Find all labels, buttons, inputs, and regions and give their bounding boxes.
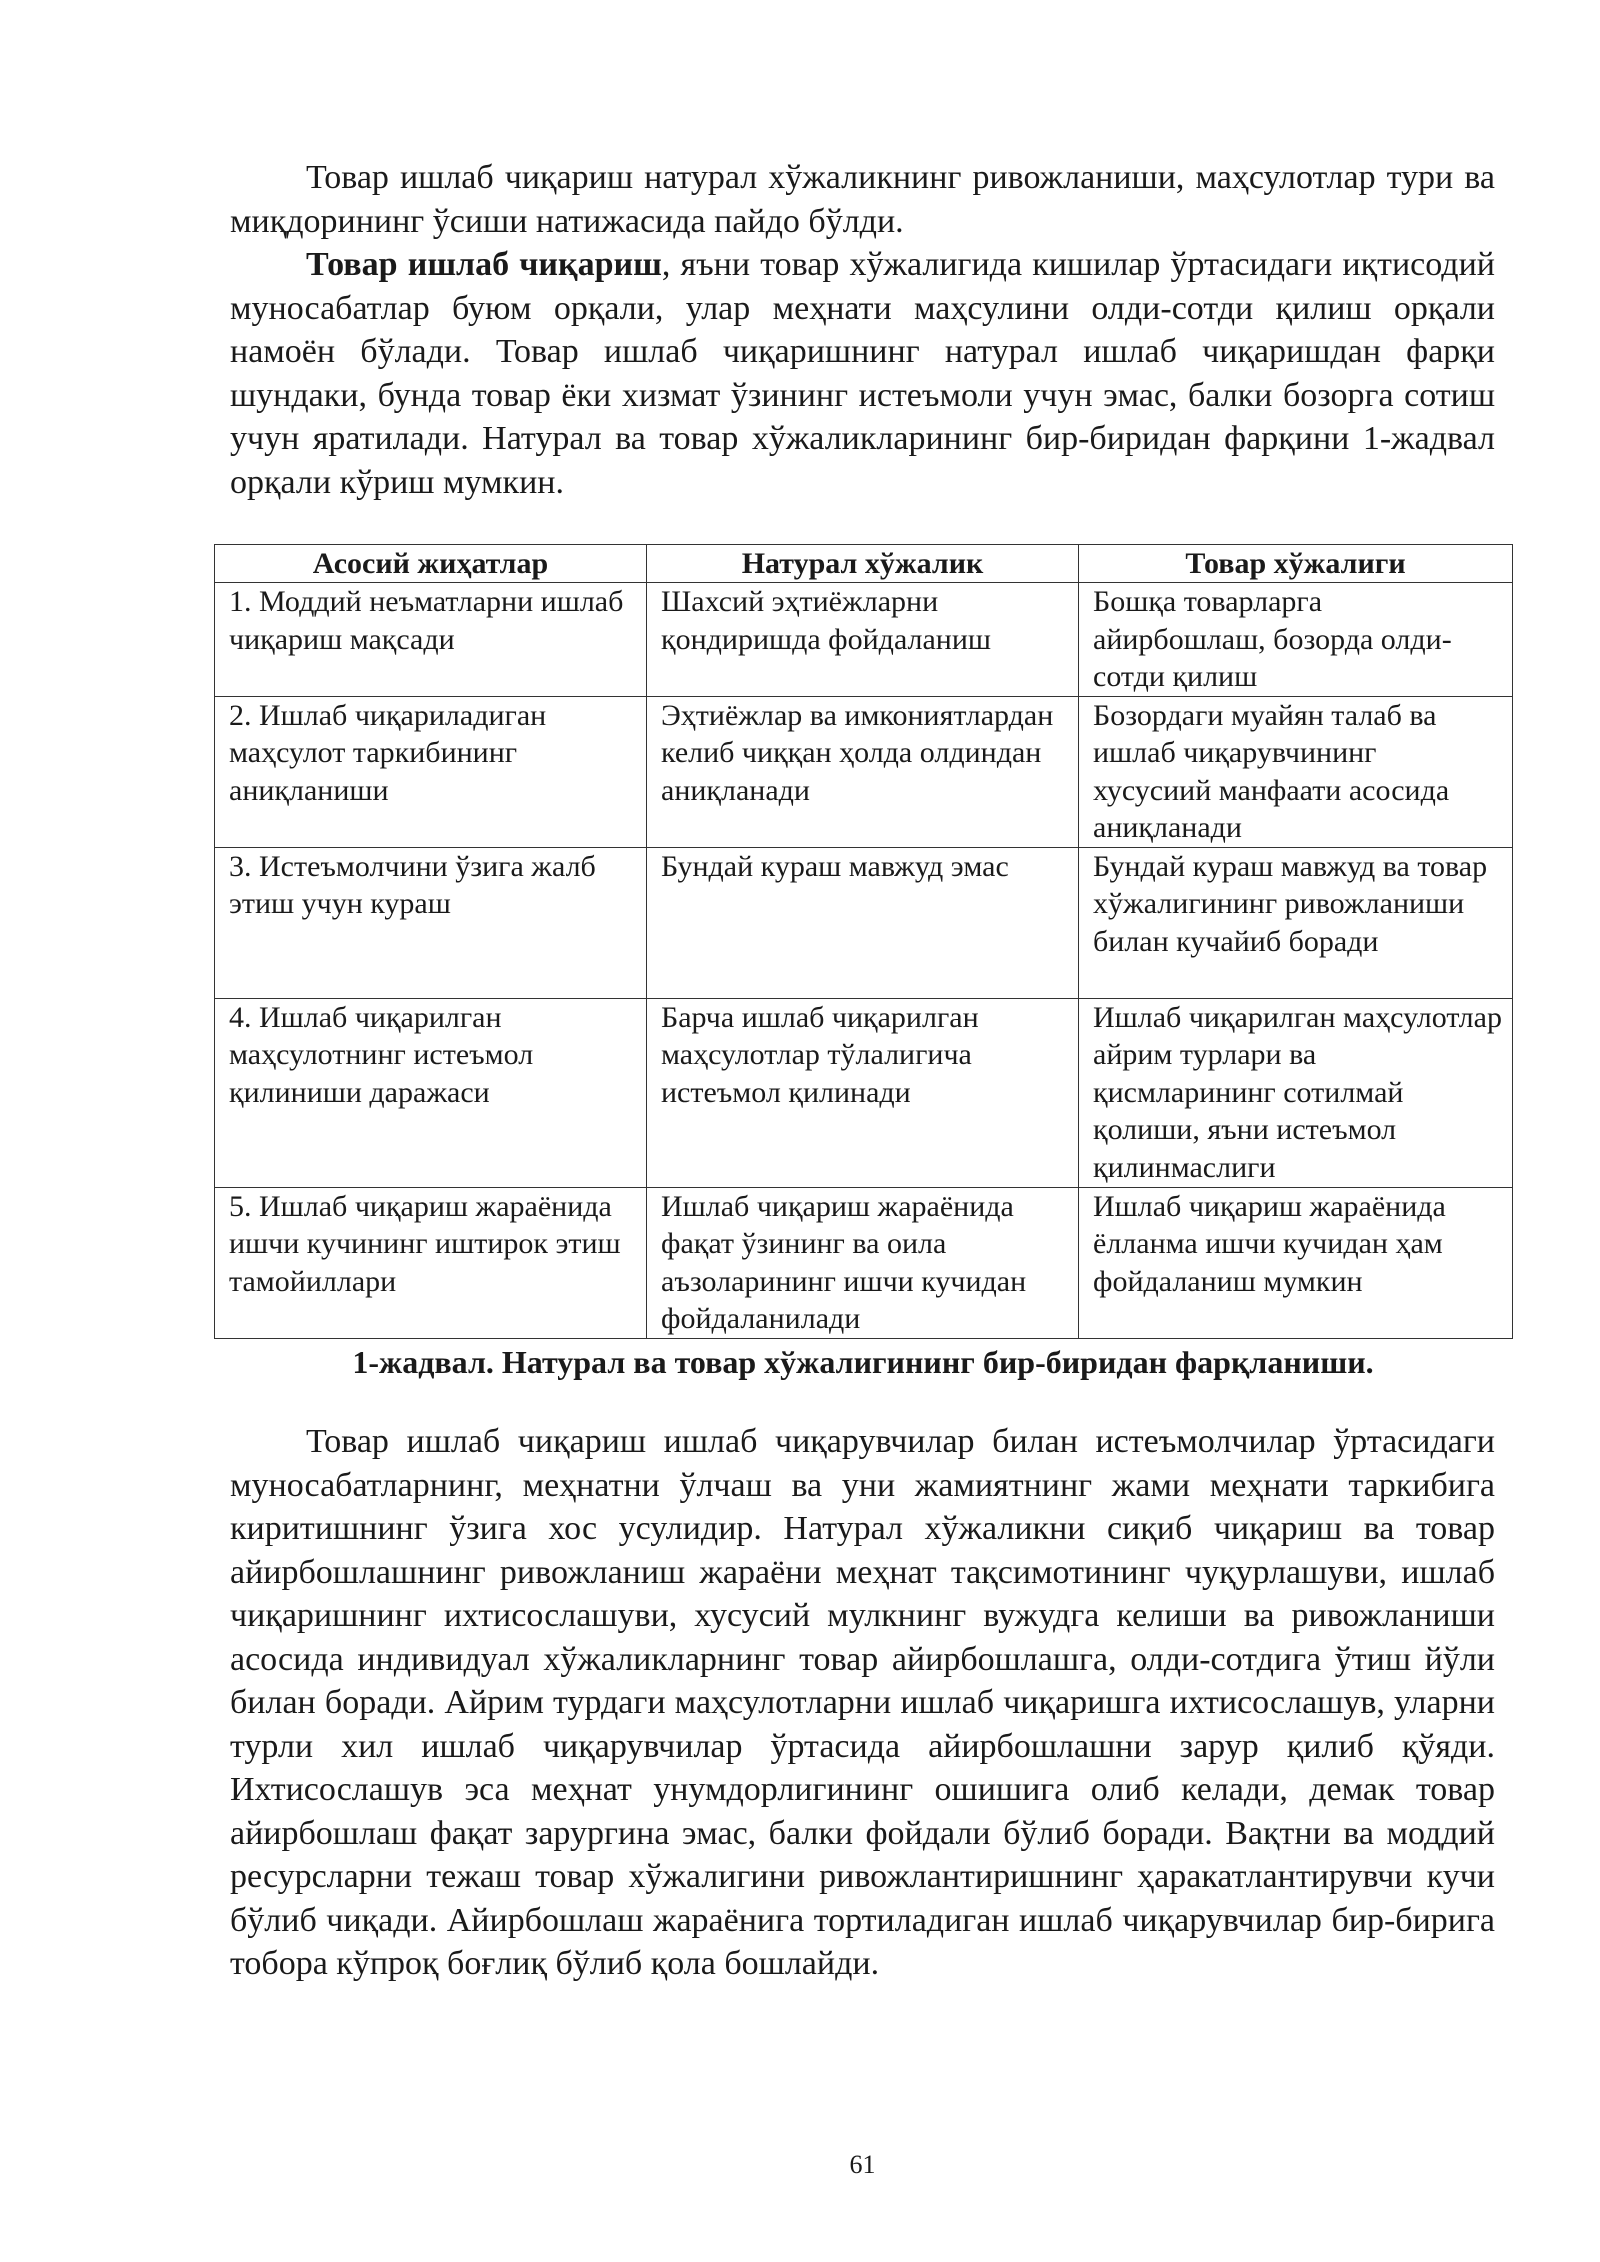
table-cell: Бошқа товарларга айирбошлаш, бозорда олди-сотди қилиш <box>1079 583 1513 697</box>
table-row <box>215 998 1513 1187</box>
header-aspects: Асосий жиҳатлар <box>215 545 647 583</box>
table-row <box>215 847 1513 998</box>
body-section <box>230 1420 1495 1986</box>
body-paragraph-3: Товар ишлаб чиқариш ишлаб чиқарувчилар билан истеъмолчилар ўртасидаги муносабатларнинг, меҳнатни ўлчаш ва уни жамиятнинг жами меҳнати таркибига киритишнинг ўзига хос усулидир. Натурал хўжаликни сиқиб чиқариш ва товар айирбошлашнинг ривожланиш жараёни меҳнат тақсимотининг чуқурлашуви, ишлаб чиқаришнинг ихтисослашуви, хусусий мулкнинг вужудга келиши ва ривожланиши асосида индивидуал хўжаликларнинг товар айирбошлашга, олди-сотдига ўтиш йўли билан боради. Айрим турдаги маҳсулотларни ишлаб чиқаришга ихтисослашув, уларни турли хил ишлаб чиқарувчилар ўртасида айирбошлашни зарур қилиб қўяди. Ихтисослашув эса меҳнат унумдорлигининг ошишига олиб келади, демак товар айирбошлаш фақат зарургина эмас, балки фойдали бўлиб боради. Вақтни ва моддий ресурсларни тежаш товар хўжалигини ривожлантиришнинг ҳаракатлантирувчи кучи бўлиб чиқади. Айирбошлаш жараёнига тортиладиган ишлаб чиқарувчилар бир-бирига тобора кўпроқ боғлиқ бўлиб қола бошлайди. <box>230 1423 1495 1982</box>
table-cell: 4. Ишлаб чиқарилган маҳсулотнинг истеъмол қилиниши даражаси <box>215 998 647 1187</box>
table-cell: Бозордаги муайян талаб ва ишлаб чиқарувчининг хусусиий манфаати асосида аниқланади <box>1079 696 1513 847</box>
comparison-table <box>214 544 1513 1339</box>
table-cell: Барча ишлаб чиқарилган маҳсулотлар тўлалигича истеъмол қилинади <box>647 998 1079 1187</box>
header-commodity-economy: Товар хўжалиги <box>1079 545 1513 583</box>
table-cell: Ишлаб чиқарилган маҳсулотлар айрим турлари ва қисмларининг сотилмай қолиши, яъни истеъмол қилинмаслиги <box>1079 998 1513 1187</box>
table-row <box>215 1187 1513 1338</box>
intro-paragraph-2 <box>230 243 1495 504</box>
table-cell: Бундай кураш мавжуд ва товар хўжалигининг ривожланиши билан кучайиб боради <box>1079 847 1513 998</box>
table-cell: Эҳтиёжлар ва имкониятлардан келиб чиққан ҳолда олдиндан аниқланади <box>647 696 1079 847</box>
comparison-table-wrapper <box>214 544 1512 1339</box>
intro-section <box>230 156 1495 504</box>
table-cell: 1. Моддий неъматларни ишлаб чиқариш мақсади <box>215 583 647 697</box>
table-cell: Ишлаб чиқариш жараёнида ёлланма ишчи кучидан ҳам фойдаланиш мумкин <box>1079 1187 1513 1338</box>
table-header-row <box>215 545 1513 583</box>
table-cell: 3. Истеъмолчини ўзига жалб этиш учун кураш <box>215 847 647 998</box>
term-bold: Товар ишлаб чиқариш <box>306 246 662 283</box>
table-cell: Ишлаб чиқариш жараёнида фақат ўзининг ва оила аъзоларининг ишчи кучидан фойдаланилади <box>647 1187 1079 1338</box>
table-cell: 5. Ишлаб чиқариш жараёнида ишчи кучининг иштирок этиш тамойиллари <box>215 1187 647 1338</box>
intro-paragraph-1: Товар ишлаб чиқариш натурал хўжаликнинг ривожланиши, маҳсулотлар тури ва миқдорининг ўсиши натижасида пайдо бўлди. <box>230 159 1495 240</box>
table-row <box>215 583 1513 697</box>
header-natural-economy: Натурал хўжалик <box>647 545 1079 583</box>
page-number: 61 <box>849 2150 876 2179</box>
table-row <box>215 696 1513 847</box>
table-cell: 2. Ишлаб чиқариладиган маҳсулот таркибининг аниқланиши <box>215 696 647 847</box>
table-cell: Бундай кураш мавжуд эмас <box>647 847 1079 998</box>
table-caption: 1-жадвал. Натурал ва товар хўжалигининг бир-биридан фарқланиши. <box>352 1344 1374 1380</box>
intro-paragraph-2-text: , яъни товар хўжалигида кишилар ўртасидаги иқтисодий муносабатлар буюм орқали, улар меҳнати маҳсулини олди-сотди қилиш орқали намоён бўлади. Товар ишлаб чиқаришнинг натурал ишлаб чиқаришдан фарқи шундаки, бунда товар ёки хизмат ўзининг истеъмоли учун эмас, балки бозорга сотиш учун яратилади. Натурал ва товар хўжаликларининг бир-биридан фарқини 1-жадвал орқали кўриш мумкин. <box>230 246 1495 501</box>
table-cell: Шахсий эҳтиёжларни қондиришда фойдаланиш <box>647 583 1079 697</box>
